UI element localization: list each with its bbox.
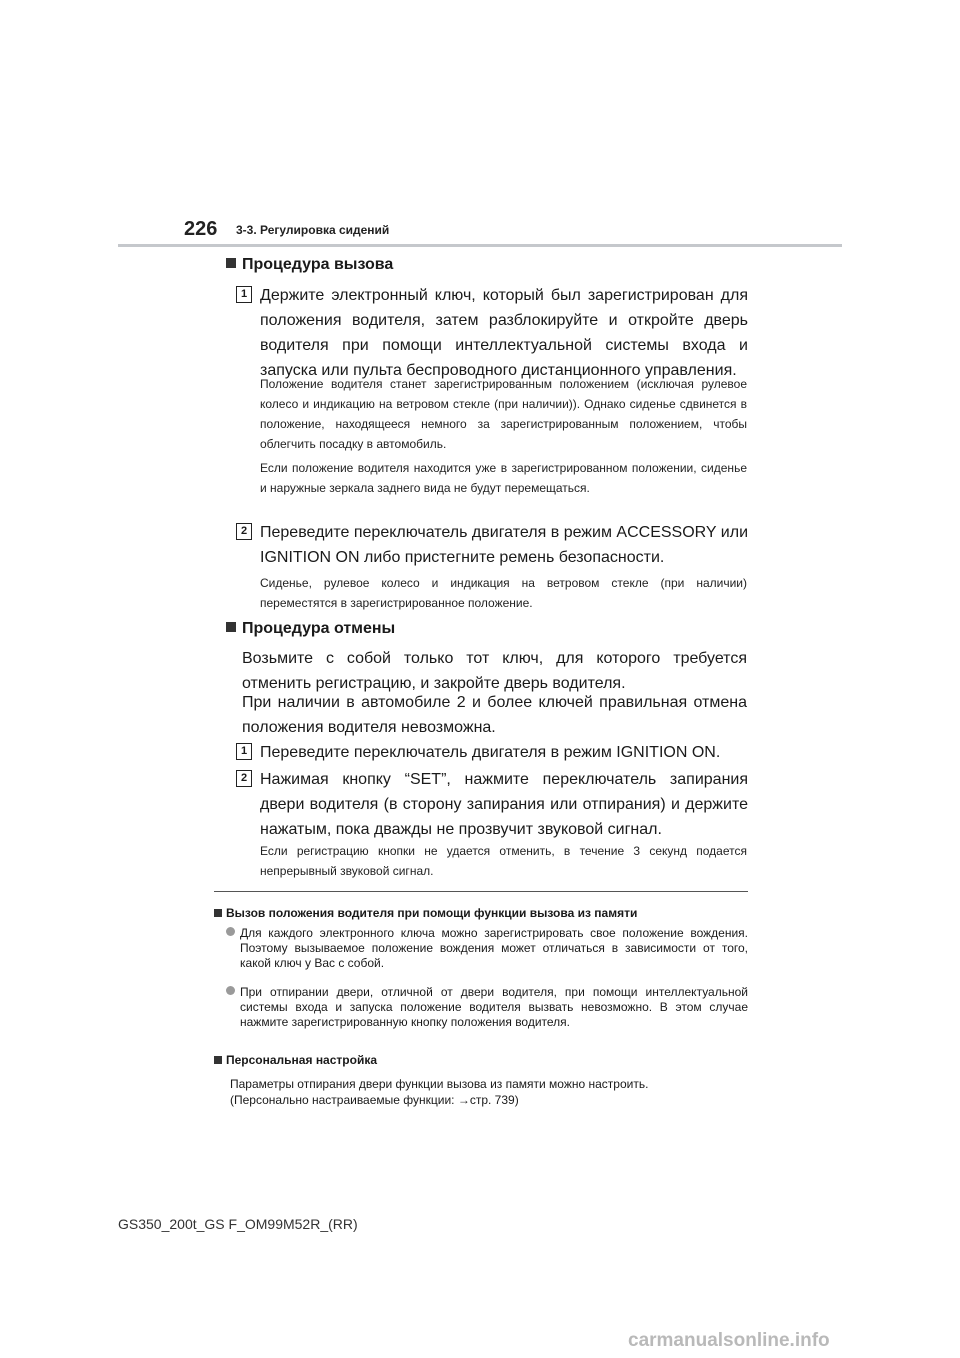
footer-document-code: GS350_200t_GS F_OM99M52R_(RR) (118, 1216, 358, 1232)
step-number-badge: 2 (236, 523, 252, 540)
square-bullet-icon (214, 909, 222, 917)
custom-setting-line-2: (Персонально настраиваемые функции: →стр. 739) (230, 1093, 519, 1107)
cancel-step-2 (236, 767, 748, 842)
cancel-step-2-note: Если регистрацию кнопки не удается отменить, в течение 3 секунд подается непрерывный звуковой сигнал. (260, 844, 747, 878)
bullet-dot-icon (226, 927, 235, 936)
recall-heading (226, 256, 393, 274)
info-bullet-1 (214, 926, 748, 971)
step-text: Держите электронный ключ, который был зарегистрирован для положения водителя, затем разблокируйте и откройте дверь водителя при помощи интеллектуальной системы входа и запуска или пульта беспроводного дистанционного управления. (260, 287, 748, 379)
section-title: 3-3. Регулировка сидений (236, 223, 390, 237)
page-number: 226 (184, 218, 218, 240)
recall-step-1-note-2: Если положение водителя находится уже в зарегистрированном положении, сиденье и наружные зеркала заднего вида не будут перемещаться. (260, 461, 747, 495)
bullet-text: При отпирании двери, отличной от двери водителя, при помощи интеллектуальной системы входа и запуска положение водителя вызвать невозможно. В этом случае нажмите зарегистрированную кнопку положения водителя. (240, 985, 748, 1029)
square-bullet-icon (226, 622, 236, 632)
bullet-text: Для каждого электронного ключа можно зарегистрировать свое положение вождения. Поэтому вызываемое положение вождения может отличаться в зависимости от того, какой ключ у Вас с собой. (240, 926, 748, 970)
watermark: carmanualsonline.info (628, 1330, 830, 1351)
custom-setting-heading-text: Персональная настройка (226, 1053, 378, 1067)
square-bullet-icon (226, 258, 236, 268)
cancel-heading-text: Процедура отмены (242, 620, 396, 637)
recall-step-1 (236, 283, 748, 383)
custom-setting-heading (214, 1053, 377, 1067)
step-number-badge: 2 (236, 770, 252, 787)
recall-step-2 (236, 520, 748, 570)
cancel-step-1 (236, 740, 748, 765)
step-number-badge: 1 (236, 286, 252, 303)
square-bullet-icon (214, 1056, 222, 1064)
cancel-heading (226, 620, 395, 638)
header-divider (118, 244, 842, 247)
memory-recall-heading-text: Вызов положения водителя при помощи функции вызова из памяти (226, 906, 638, 920)
recall-heading-text: Процедура вызова (242, 256, 394, 273)
section-divider (214, 891, 748, 892)
custom-setting-line-1: Параметры отпирания двери функции вызова из памяти можно настроить. (230, 1077, 649, 1091)
info-bullet-2 (214, 985, 748, 1030)
recall-step-2-note: Сиденье, рулевое колесо и индикация на ветровом стекле (при наличии) переместятся в зарегистрированное положение. (260, 576, 747, 610)
cancel-para-2: При наличии в автомобиле 2 и более ключей правильная отмена положения водителя невозможна. (242, 694, 747, 736)
memory-recall-heading (214, 906, 637, 920)
recall-step-1-note-1: Положение водителя станет зарегистрированным положением (исключая рулевое колесо и индикацию на ветровом стекле (при наличии)). Однако сиденье сдвинется в положение, находящееся немного за зарегистрированным положением, чтобы облегчить посадку в автомобиль. (260, 377, 747, 451)
step-number-badge: 1 (236, 743, 252, 760)
step-text: Переведите переключатель двигателя в режим ACCESSORY или IGNITION ON либо пристегните ремень безопасности. (260, 524, 748, 566)
step-text: Нажимая кнопку “SET”, нажмите переключатель запирания двери водителя (в сторону запирания или отпирания) и держите нажатым, пока дважды не прозвучит звуковой сигнал. (260, 771, 748, 838)
bullet-dot-icon (226, 986, 235, 995)
step-text: Переведите переключатель двигателя в режим IGNITION ON. (260, 744, 721, 761)
cancel-para-1: Возьмите с собой только тот ключ, для которого требуется отменить регистрацию, и закройте дверь водителя. (242, 650, 747, 692)
